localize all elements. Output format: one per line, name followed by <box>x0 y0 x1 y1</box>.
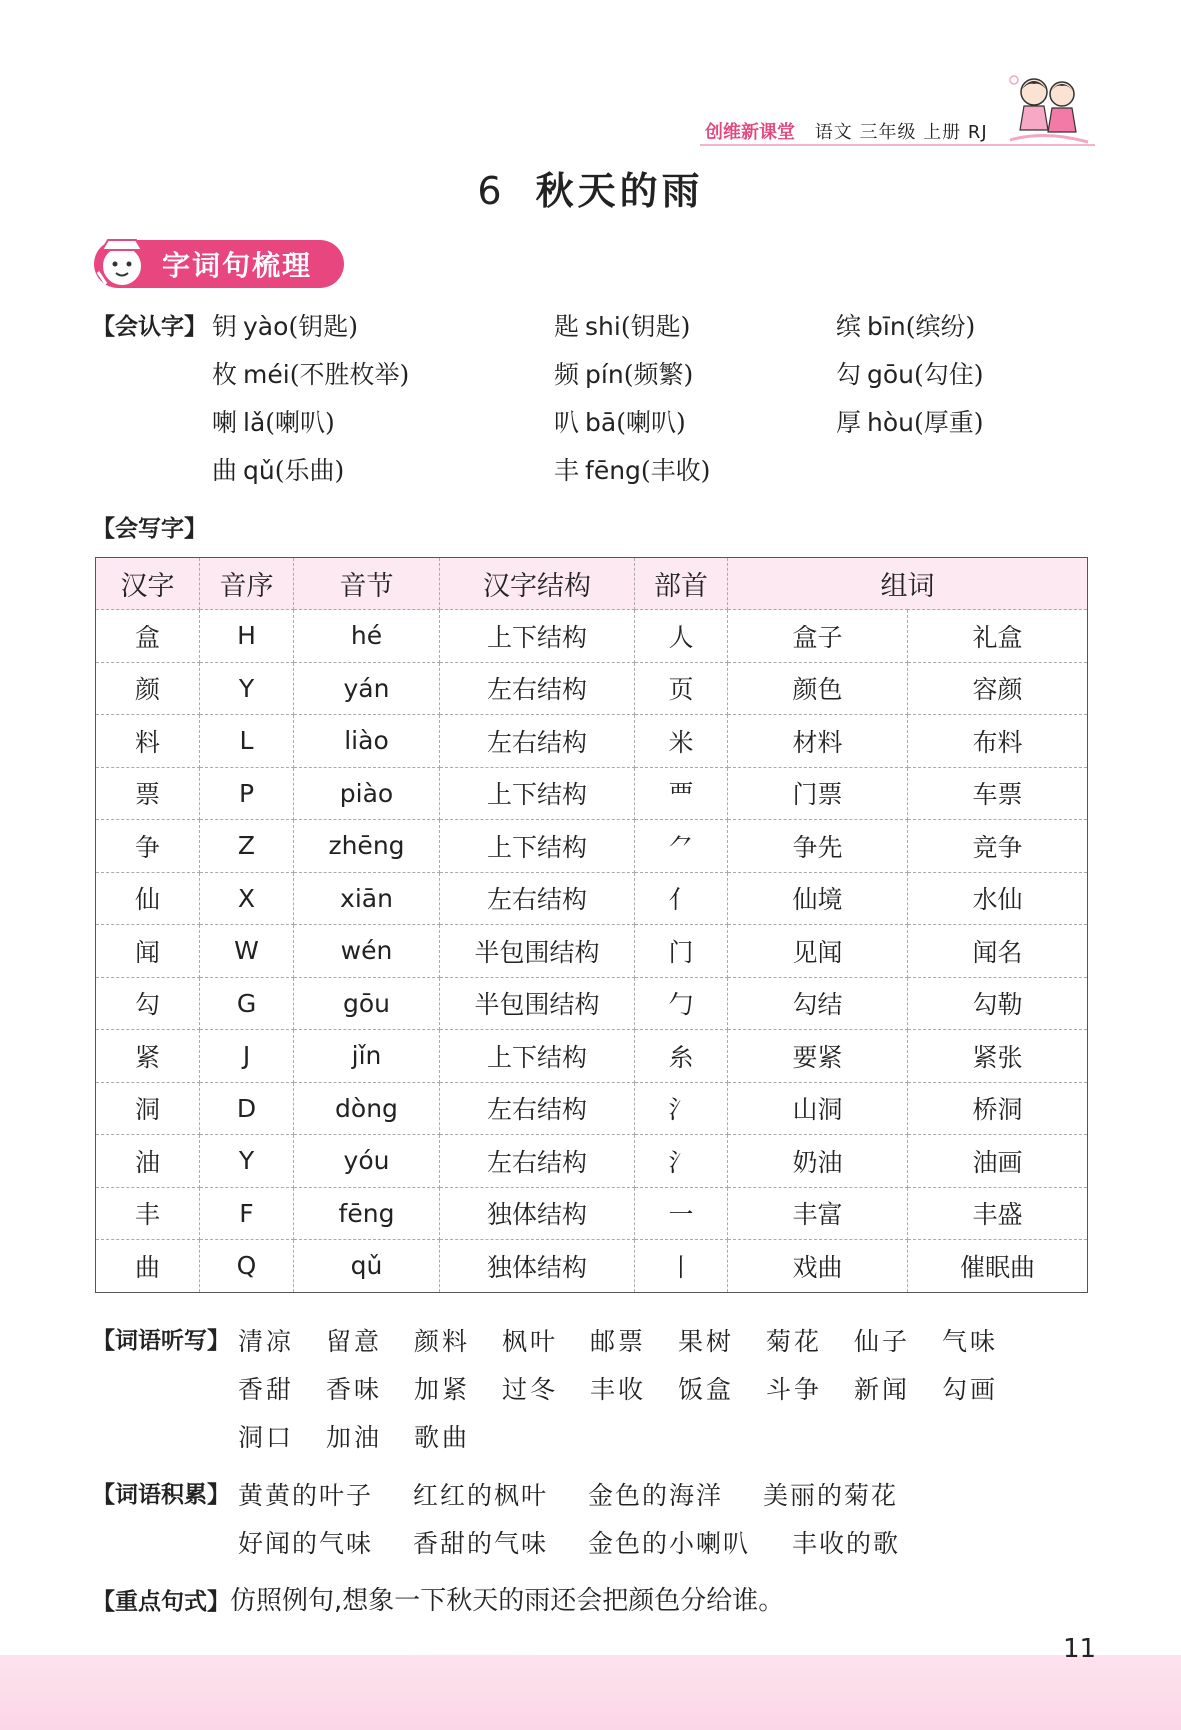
row-letter: F <box>200 1187 294 1240</box>
recognize-char: 枚 <box>212 360 238 389</box>
row-structure: 独体结构 <box>440 1187 635 1240</box>
row-structure: 半包围结构 <box>440 977 635 1030</box>
recognize-item <box>212 451 344 487</box>
dictation-word: 勾画 <box>942 1375 999 1404</box>
row-letter: Z <box>200 820 294 873</box>
recognize-item <box>554 451 710 487</box>
row-word-1: 要紧 <box>728 1030 908 1083</box>
dictation-word: 清凉 <box>238 1327 295 1356</box>
row-pinyin: zhēng <box>294 820 440 873</box>
header-structure: 汉字结构 <box>440 558 635 610</box>
row-word-1: 丰富 <box>728 1187 908 1240</box>
lesson-number: 6 <box>477 169 506 213</box>
row-radical: 覀 <box>635 767 728 820</box>
recognize-pinyin: pín <box>585 360 624 389</box>
dictation-word: 气味 <box>942 1327 999 1356</box>
row-structure: 左右结构 <box>440 662 635 715</box>
header-words: 组词 <box>728 558 1088 610</box>
row-letter: D <box>200 1082 294 1135</box>
accumulate-label: 【词语积累】 <box>92 1482 230 1508</box>
row-word-2: 催眠曲 <box>908 1240 1088 1293</box>
row-structure: 独体结构 <box>440 1240 635 1293</box>
table-row <box>96 662 1088 715</box>
recognize-char: 曲 <box>212 456 238 485</box>
row-structure: 半包围结构 <box>440 925 635 978</box>
recognize-word: (勾住) <box>914 360 984 389</box>
row-char: 盒 <box>96 610 200 663</box>
dictation-word: 邮票 <box>590 1327 647 1356</box>
row-structure: 上下结构 <box>440 820 635 873</box>
dictation-word: 丰收 <box>590 1375 647 1404</box>
row-letter: W <box>200 925 294 978</box>
row-pinyin: liào <box>294 715 440 768</box>
row-structure: 左右结构 <box>440 1082 635 1135</box>
row-word-2: 礼盒 <box>908 610 1088 663</box>
row-char: 颜 <box>96 662 200 715</box>
recognize-char: 匙 <box>554 312 580 341</box>
row-pinyin: gōu <box>294 977 440 1030</box>
row-word-2: 勾勒 <box>908 977 1088 1030</box>
row-letter: L <box>200 715 294 768</box>
recognize-item <box>554 307 690 343</box>
recognize-char: 叭 <box>554 408 580 437</box>
row-word-2: 油画 <box>908 1135 1088 1188</box>
recognize-item <box>212 307 358 343</box>
recognize-pinyin: qǔ <box>243 456 275 485</box>
key-sentence-label: 【重点句式】 <box>92 1589 230 1615</box>
row-pinyin: jǐn <box>294 1030 440 1083</box>
row-word-1: 仙境 <box>728 872 908 925</box>
dictation-word: 留意 <box>326 1327 383 1356</box>
row-structure: 上下结构 <box>440 610 635 663</box>
recognize-char: 丰 <box>554 456 580 485</box>
recognize-word: (厚重) <box>914 408 984 437</box>
recognize-pinyin: bā <box>585 408 617 437</box>
table-row <box>96 767 1088 820</box>
recognize-item <box>212 403 335 439</box>
row-word-2: 闻名 <box>908 925 1088 978</box>
row-char: 争 <box>96 820 200 873</box>
recognize-word: (喇叭) <box>265 408 335 437</box>
row-char: 洞 <box>96 1082 200 1135</box>
recognize-pinyin: hòu <box>867 408 915 437</box>
write-table <box>95 557 1088 1293</box>
dictation-word: 饭盒 <box>678 1375 735 1404</box>
table-row <box>96 872 1088 925</box>
dictation-word: 颜料 <box>414 1327 471 1356</box>
accumulate-phrase: 丰收的歌 <box>792 1529 901 1558</box>
dictation-word: 枫叶 <box>502 1327 559 1356</box>
recognize-pinyin: yào <box>243 312 289 341</box>
dictation-word: 仙子 <box>854 1327 911 1356</box>
row-char: 仙 <box>96 872 200 925</box>
dictation-word: 洞口 <box>238 1423 295 1452</box>
header-char: 汉字 <box>96 558 200 610</box>
dictation-word: 斗争 <box>766 1375 823 1404</box>
row-char: 闻 <box>96 925 200 978</box>
row-char: 料 <box>96 715 200 768</box>
row-word-1: 争先 <box>728 820 908 873</box>
recognize-item <box>212 355 409 391</box>
row-radical: 人 <box>635 610 728 663</box>
recognize-word: (喇叭) <box>616 408 686 437</box>
recognize-pinyin: gōu <box>867 360 915 389</box>
row-letter: G <box>200 977 294 1030</box>
row-word-2: 容颜 <box>908 662 1088 715</box>
brand-name: 创维新课堂 <box>705 122 795 143</box>
row-letter: Y <box>200 662 294 715</box>
page-number: 11 <box>1063 1634 1097 1664</box>
recognize-pinyin: méi <box>243 360 290 389</box>
recognize-pinyin: bīn <box>867 312 906 341</box>
row-pinyin: piào <box>294 767 440 820</box>
row-char: 油 <box>96 1135 200 1188</box>
recognize-char: 勾 <box>836 360 862 389</box>
accumulate-phrase: 黄黄的叶子 <box>238 1481 374 1510</box>
dictation-word: 歌曲 <box>414 1423 471 1452</box>
table-row <box>96 1030 1088 1083</box>
row-word-1: 山洞 <box>728 1082 908 1135</box>
table-row <box>96 977 1088 1030</box>
recognize-item <box>836 307 975 343</box>
table-row <box>96 820 1088 873</box>
row-word-1: 材料 <box>728 715 908 768</box>
row-radical: 氵 <box>635 1082 728 1135</box>
recognize-pinyin: fēng <box>585 456 641 485</box>
recognize-word: (丰收) <box>640 456 711 485</box>
recognize-char: 缤 <box>836 312 862 341</box>
row-word-1: 勾结 <box>728 977 908 1030</box>
row-char: 勾 <box>96 977 200 1030</box>
row-char: 曲 <box>96 1240 200 1293</box>
dictation-word: 香味 <box>326 1375 383 1404</box>
lesson-name: 秋天的雨 <box>535 169 704 213</box>
dictation-label: 【词语听写】 <box>92 1328 230 1354</box>
row-radical: 氵 <box>635 1135 728 1188</box>
accumulate-phrase: 美丽的菊花 <box>763 1481 899 1510</box>
row-word-1: 奶油 <box>728 1135 908 1188</box>
table-row <box>96 1240 1088 1293</box>
row-word-1: 戏曲 <box>728 1240 908 1293</box>
dictation-word: 过冬 <box>502 1375 559 1404</box>
row-structure: 左右结构 <box>440 715 635 768</box>
row-char: 紧 <box>96 1030 200 1083</box>
row-letter: J <box>200 1030 294 1083</box>
section-badge-label: 字词句梳理 <box>162 249 313 282</box>
row-letter: H <box>200 610 294 663</box>
kids-illustration-icon <box>1000 70 1090 150</box>
key-sentence <box>92 1580 784 1617</box>
row-radical: 一 <box>635 1187 728 1240</box>
book-info: 语文 三年级 上册 RJ <box>814 122 988 143</box>
running-header <box>705 118 988 144</box>
accumulate-phrase: 香甜的气味 <box>413 1529 549 1558</box>
row-radical: 页 <box>635 662 728 715</box>
mascot-icon <box>92 232 156 292</box>
row-structure: 左右结构 <box>440 1135 635 1188</box>
header-divider <box>700 144 1095 146</box>
row-word-2: 竞争 <box>908 820 1088 873</box>
row-char: 丰 <box>96 1187 200 1240</box>
row-pinyin: fēng <box>294 1187 440 1240</box>
recognize-word: (频繁) <box>623 360 694 389</box>
write-label: 【会写字】 <box>92 516 207 542</box>
footer-band <box>0 1655 1181 1730</box>
header-radical: 部首 <box>635 558 728 610</box>
row-pinyin: hé <box>294 610 440 663</box>
row-pinyin: xiān <box>294 872 440 925</box>
lesson-title <box>0 160 1181 215</box>
row-radical: 勹 <box>635 977 728 1030</box>
row-word-1: 门票 <box>728 767 908 820</box>
recognize-word: (钥匙) <box>620 312 691 341</box>
dictation-word: 加油 <box>326 1423 383 1452</box>
table-header-row <box>96 558 1088 610</box>
recognize-word: (乐曲) <box>274 456 345 485</box>
recognize-char: 钥 <box>212 312 238 341</box>
row-radical: 门 <box>635 925 728 978</box>
row-structure: 上下结构 <box>440 1030 635 1083</box>
recognize-word: (不胜枚举) <box>289 360 410 389</box>
table-row <box>96 610 1088 663</box>
dictation-word: 加紧 <box>414 1375 471 1404</box>
row-word-1: 颜色 <box>728 662 908 715</box>
recognize-item <box>836 403 984 439</box>
row-structure: 左右结构 <box>440 872 635 925</box>
accumulate-phrase: 金色的海洋 <box>588 1481 724 1510</box>
row-letter: Q <box>200 1240 294 1293</box>
row-radical: ⺈ <box>635 820 728 873</box>
recognize-pinyin: lǎ <box>243 408 266 437</box>
key-sentence-text: 仿照例句,想象一下秋天的雨还会把颜色分给谁。 <box>230 1586 785 1616</box>
row-word-2: 车票 <box>908 767 1088 820</box>
recognize-pinyin: shi <box>585 312 621 341</box>
recognize-char: 喇 <box>212 408 238 437</box>
row-radical: 米 <box>635 715 728 768</box>
row-word-2: 布料 <box>908 715 1088 768</box>
row-radical: 丨 <box>635 1240 728 1293</box>
dictation-word: 新闻 <box>854 1375 911 1404</box>
recognize-char: 频 <box>554 360 580 389</box>
recognize-item <box>554 355 693 391</box>
dictation-word: 果树 <box>678 1327 735 1356</box>
row-pinyin: qǔ <box>294 1240 440 1293</box>
table-row <box>96 1187 1088 1240</box>
recognize-word: (钥匙) <box>288 312 358 341</box>
accumulate-phrase: 金色的小喇叭 <box>588 1529 751 1558</box>
row-pinyin: wén <box>294 925 440 978</box>
row-word-1: 见闻 <box>728 925 908 978</box>
row-word-2: 桥洞 <box>908 1082 1088 1135</box>
recognize-word: (缤纷) <box>905 312 976 341</box>
dictation-word: 香甜 <box>238 1375 295 1404</box>
recognize-item <box>836 355 984 391</box>
row-letter: X <box>200 872 294 925</box>
table-row <box>96 715 1088 768</box>
row-word-2: 水仙 <box>908 872 1088 925</box>
row-pinyin: yóu <box>294 1135 440 1188</box>
recognize-label: 【会认字】 <box>92 314 207 340</box>
recognize-item <box>554 403 686 439</box>
row-pinyin: yán <box>294 662 440 715</box>
row-pinyin: dòng <box>294 1082 440 1135</box>
accumulate-phrase: 红红的枫叶 <box>413 1481 549 1510</box>
row-word-1: 盒子 <box>728 610 908 663</box>
header-pinyin: 音节 <box>294 558 440 610</box>
accumulate-phrase: 好闻的气味 <box>238 1529 374 1558</box>
table-row <box>96 1135 1088 1188</box>
row-structure: 上下结构 <box>440 767 635 820</box>
row-word-2: 紧张 <box>908 1030 1088 1083</box>
table-row <box>96 925 1088 978</box>
row-radical: 亻 <box>635 872 728 925</box>
recognize-char: 厚 <box>836 408 862 437</box>
row-letter: Y <box>200 1135 294 1188</box>
table-row <box>96 1082 1088 1135</box>
row-word-2: 丰盛 <box>908 1187 1088 1240</box>
dictation-word: 菊花 <box>766 1327 823 1356</box>
row-letter: P <box>200 767 294 820</box>
header-letter: 音序 <box>200 558 294 610</box>
row-radical: 糸 <box>635 1030 728 1083</box>
row-char: 票 <box>96 767 200 820</box>
